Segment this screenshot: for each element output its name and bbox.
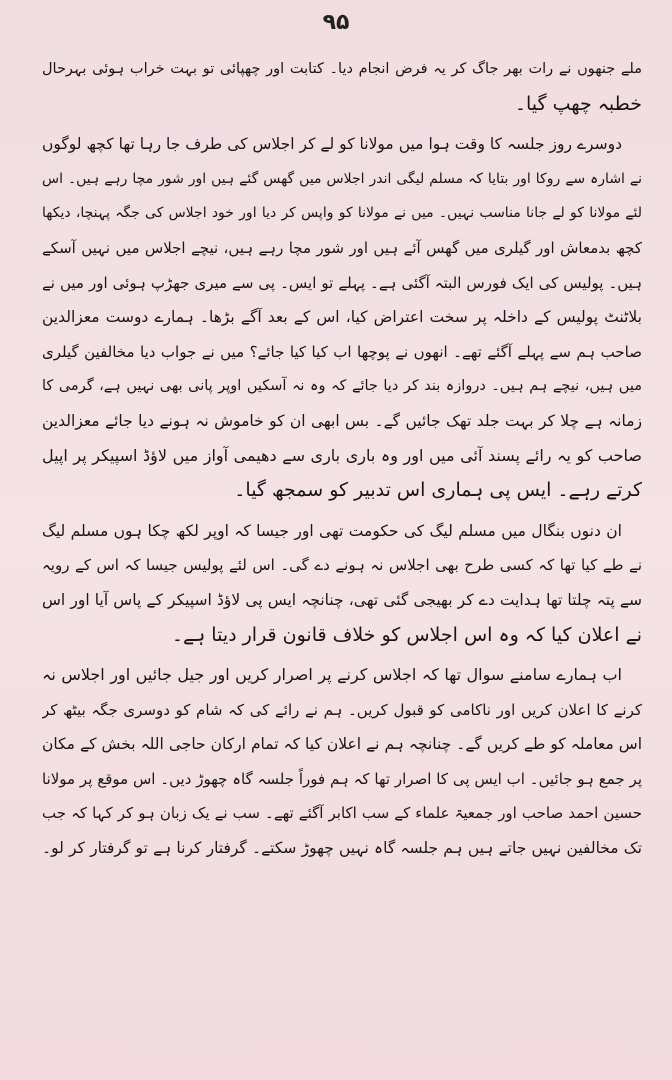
text-line: صاحب ہم سے پہلے آگئے تھے۔ انھوں نے پوچھا اب کیا کیا جائے؟ میں نے جواب دیا مخالفین گیلری — [42, 342, 642, 361]
page-number: ۹۵ — [322, 10, 350, 35]
text-line: لئے مولانا کو لے جانا مناسب نہیں۔ میں نے مولانا کو واپس کر دیا اور خود اجلاس کی جگہ پہنچا، دیکھا — [42, 205, 642, 222]
paragraph-1 — [42, 52, 642, 121]
page-body — [42, 52, 642, 872]
text-line: نے طے کیا تھا کہ کسی طرح بھی اجلاس نہ ہونے دے گی۔ اس لئے پولیس جیسا کہ اس کے رویہ — [42, 556, 642, 575]
text-line: بلاٹنٹ پولیس کے داخلہ پر سخت اعتراض کیا، اس کے بعد آگے بڑھا۔ ہمارے دوست معزالدین — [42, 308, 642, 327]
paragraph-4 — [42, 658, 642, 866]
text-line: اس معاملہ کو طے کریں گے۔ چنانچہ ہم نے اعلان کیا کہ تمام ارکان حاجی اللہ بخش کے مکان — [42, 735, 642, 754]
text-line: صاحب کو یہ رائے پسند آئی میں اور وہ باری باری سے دھیمی آواز میں لاؤڈ اسپیکر پر اپیل — [42, 445, 642, 465]
text-line: اب ہمارے سامنے سوال تھا کہ اجلاس کرنے پر اصرار کریں اور جیل جائیں اور اجلاس نہ — [42, 665, 622, 685]
text-line: ان دنوں بنگال میں مسلم لیگ کی حکومت تھی اور جیسا کہ اوپر لکھ چکا ہوں مسلم لیگ — [42, 521, 622, 540]
text-line: زمانہ ہے چلا کر بہت جلد تھک جائیں گے۔ بس ابھی ان کو خاموش نہ ہونے دیا جائے معزالدین — [42, 411, 642, 430]
text-line: پر جمع ہو جائیں۔ اب ایس پی کا اصرار تھا کہ ہم فوراً جلسہ گاہ چھوڑ دیں۔ اس موقع پر مولانا — [42, 769, 642, 788]
text-line: تک مخالفین نہیں جاتے ہیں ہم جلسہ گاہ نہیں چھوڑ سکتے۔ گرفتار کرنا ہے تو گرفتار کر لو۔ — [42, 839, 642, 858]
text-line: کرنے کا اعلان کریں اور ناکامی کو قبول کریں۔ ہم نے رائے کی کہ شام کو دوسری جگہ بیٹھ کر — [42, 700, 642, 719]
text-line: خطبہ چھپ گیا۔ — [514, 92, 642, 115]
text-line: دوسرے روز جلسہ کا وقت ہوا میں مولانا کو لے کر اجلاس کی طرف جا رہا تھا کچھ لوگوں — [42, 135, 622, 154]
text-line: میں ہیں، نیچے ہم ہیں۔ دروازہ بند کر دیا جائے کہ وہ نہ آسکیں اوپر پانی بھی نہیں ہے، گرمی کا — [42, 378, 642, 395]
text-line: ہیں۔ پولیس کی ایک فورس البتہ آگئی ہے۔ پہلے تو ایس۔ پی سے میری جھڑپ ہوئی اور میں نے — [42, 273, 642, 292]
text-line: سے پتہ چلتا تھا ہدایت دے کر بھیجی گئی تھی، چنانچہ ایس پی لاؤڈ اسپیکر کے پاس آیا اور اس — [42, 590, 642, 609]
text-line: نے اشارہ سے روکا اور بتایا کہ مسلم لیگی اندر اجلاس میں گھس گئے ہیں اور شور مچا رہے ہیں۔ اس — [42, 170, 642, 187]
text-line: کچھ بدمعاش اور گیلری میں گھس آئے ہیں اور شور مچا رہے ہیں، نیچے اجلاس میں نہیں آسکے — [42, 238, 642, 257]
text-line: ملے جنھوں نے رات بھر جاگ کر یہ فرض انجام دیا۔ کتابت اور چھپائی تو بہت خراب ہوئی بہرحال — [42, 61, 642, 77]
text-line: کرتے رہے۔ ایس پی ہماری اس تدبیر کو سمجھ گیا۔ — [234, 479, 642, 502]
text-line: حسین احمد صاحب اور جمعیۃ علماء کے سب اکابر آگئے تھے۔ سب نے یک زبان ہو کر کہا کہ جب — [42, 804, 642, 823]
text-line: نے اعلان کیا کہ وہ اس اجلاس کو خلاف قانون قرار دیتا ہے۔ — [171, 623, 642, 646]
paragraph-2 — [42, 127, 642, 508]
paragraph-3 — [42, 514, 642, 652]
